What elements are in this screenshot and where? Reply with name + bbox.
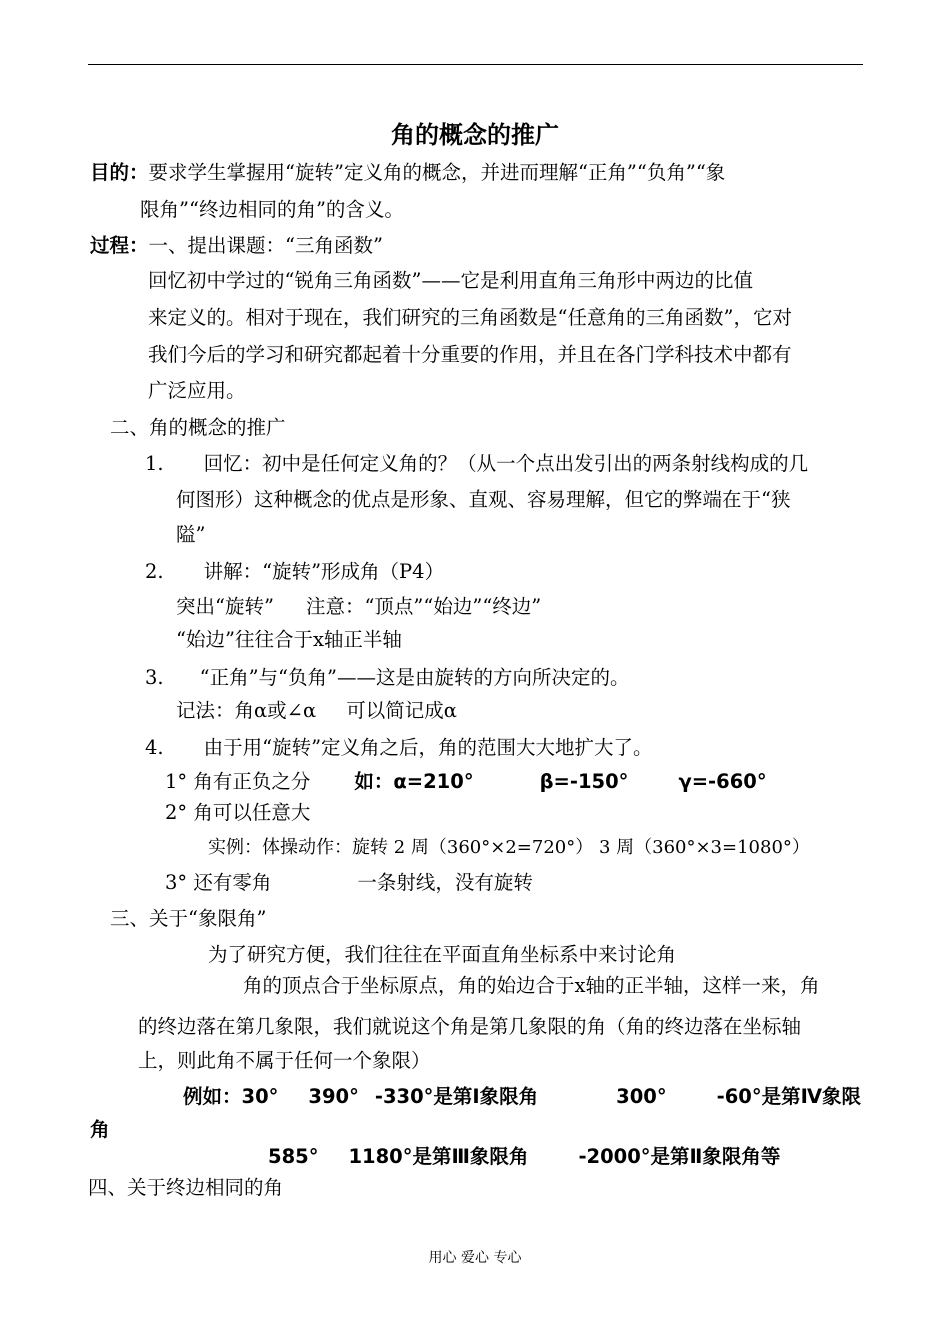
page-footer: 用心 爱心 专心: [428, 1250, 522, 1266]
point1-example-label: 如：: [354, 770, 394, 793]
item4-number: 4.: [145, 736, 164, 759]
quadrant-example-wrap: 角: [90, 1118, 110, 1141]
intro-line-4: 广泛应用。: [148, 379, 246, 402]
example-390: 390°: [308, 1085, 359, 1108]
process-label: 过程：: [90, 234, 149, 257]
point1-label: 1° 角有正负之分: [165, 770, 311, 793]
point1-gamma: γ=-660°: [678, 770, 767, 793]
purpose-line-1: [90, 160, 725, 186]
section3-line-4: 上，则此角不属于任何一个象限）: [138, 1049, 431, 1072]
section3-line-1: 为了研究方便，我们往往在平面直角坐标系中来讨论角: [208, 943, 677, 966]
section4-heading: 四、关于终边相同的角: [88, 1176, 284, 1199]
item4-point-3: [165, 870, 533, 896]
item4-point-1: [165, 769, 767, 795]
process-heading: 一、提出课题：“三角函数”: [148, 234, 383, 257]
example-30: 例如：30°: [183, 1085, 279, 1108]
purpose-line-2: 限角”“终边相同的角”的含义。: [140, 198, 404, 221]
item1-line-2: 何图形）这种概念的优点是形象、直观、容易理解，但它的弊端在于“狭: [176, 488, 791, 511]
purpose-label: 目的：: [90, 161, 149, 184]
example-585: 585°: [268, 1145, 319, 1168]
item2-line-2: [176, 594, 541, 620]
item2-line-3: “始边”往往合于x轴正半轴: [176, 628, 402, 651]
item1-text-1: 回忆：初中是任何定义角的？（从一个点出发引出的两条射线构成的几: [203, 452, 809, 475]
item1-line-3: 隘”: [176, 523, 206, 546]
item4-text-1: 由于用“旋转”定义角之后，角的范围大大地扩大了。: [203, 736, 653, 759]
section3-line-3: 的终边落在第几象限，我们就说这个角是第几象限的角（角的终边落在坐标轴: [138, 1015, 802, 1038]
section2-heading: 二、角的概念的推广: [110, 416, 286, 439]
process-line: [90, 233, 383, 259]
intro-line-1: 回忆初中学过的“锐角三角函数”——它是利用直角三角形中两边的比值: [148, 269, 753, 292]
page-title: 角的概念的推广: [391, 121, 559, 149]
item1-line-1: [145, 451, 808, 477]
example-1180: 1180°是第Ⅲ象限角: [348, 1145, 529, 1168]
item4-point-2-example: 实例：体操动作：旋转 2 周（360°×2=720°） 3 周（360°×3=1080°）: [208, 837, 810, 858]
item3-text-2b: 可以简记成α: [346, 699, 457, 722]
item3-number: 3.: [145, 666, 164, 689]
item2-line-1: [145, 559, 444, 585]
section3-heading: 三、关于“象限角”: [110, 907, 267, 930]
intro-line-2: 来定义的。相对于现在，我们研究的三角函数是“任意角的三角函数”，它对: [148, 306, 792, 329]
item4-line-1: [145, 735, 653, 761]
item2-text-2a: 突出“旋转”: [176, 595, 274, 618]
item3-line-1: [145, 665, 630, 691]
item2-text-2b: 注意：“顶点”“始边”“终边”: [305, 595, 542, 618]
item3-text-1: “正角”与“负角”——这是由旋转的方向所决定的。: [199, 666, 630, 689]
header-rule: [88, 64, 863, 65]
item2-number: 2.: [145, 560, 164, 583]
point1-beta: β=-150°: [539, 770, 629, 793]
item2-text-1: 讲解：“旋转”形成角（P4）: [203, 560, 445, 583]
example-300: 300°: [616, 1085, 667, 1108]
item3-line-2: [176, 698, 457, 724]
purpose-text-1: 要求学生掌握用“旋转”定义角的概念，并进而理解“正角”“负角”“象: [148, 161, 726, 184]
point3-desc: 一条射线，没有旋转: [357, 871, 533, 894]
section3-line-2: 角的顶点合于坐标原点，角的始边合于x轴的正半轴，这样一来，角: [243, 974, 820, 997]
item1-number: 1.: [145, 452, 164, 475]
item3-text-2a: 记法：角α或∠α: [176, 699, 317, 722]
point3-label: 3° 还有零角: [165, 871, 272, 894]
example-neg60: -60°是第Ⅳ象限: [716, 1085, 862, 1108]
point1-alpha: α=210°: [393, 770, 474, 793]
example-neg330: -330°是第Ⅰ象限角: [374, 1085, 539, 1108]
example-neg2000: -2000°是第Ⅱ象限角等: [578, 1145, 781, 1168]
item4-point-2: 2° 角可以任意大: [165, 801, 311, 824]
quadrant-example-line-2: [268, 1144, 780, 1170]
quadrant-example-line-1: [183, 1084, 861, 1110]
intro-line-3: 我们今后的学习和研究都起着十分重要的作用，并且在各门学科技术中都有: [148, 343, 792, 366]
